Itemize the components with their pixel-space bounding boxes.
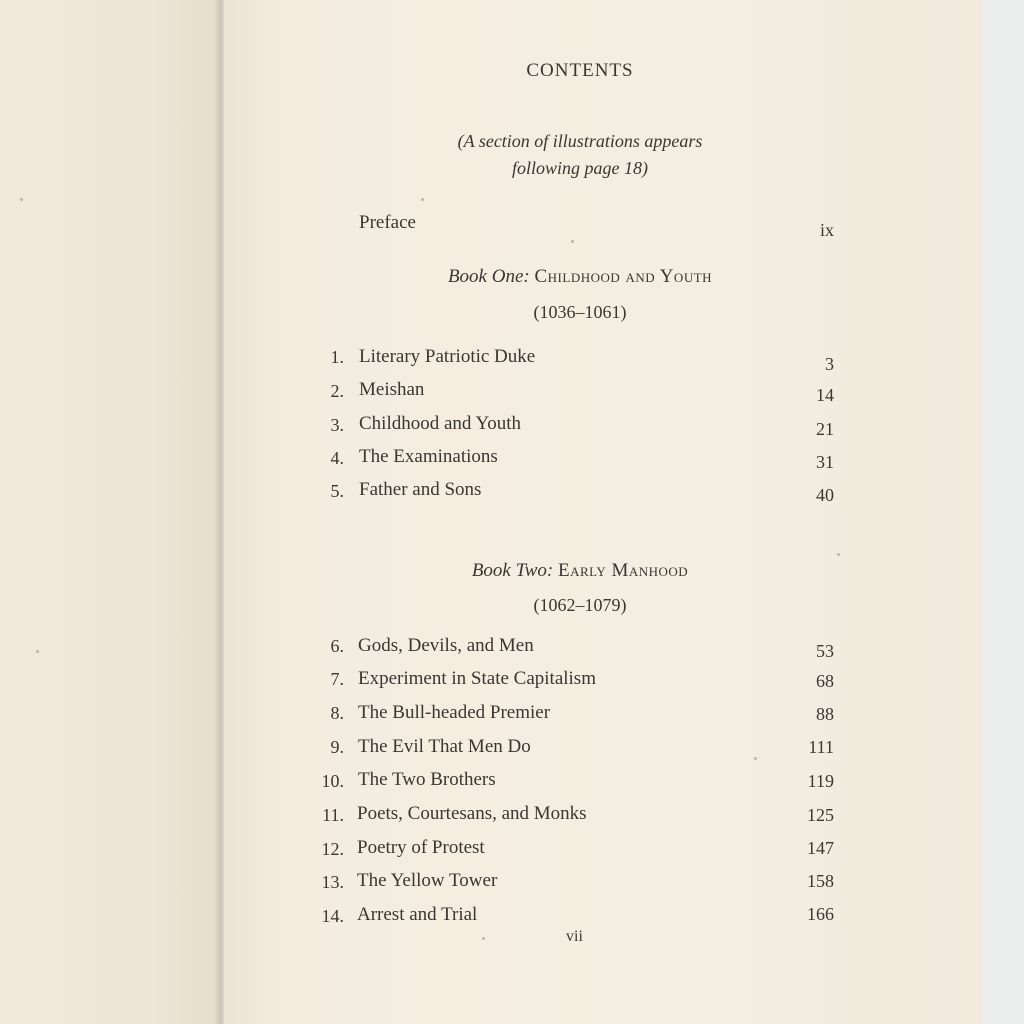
book-one-label: Book One:: [447, 266, 530, 287]
paper-speck: [571, 240, 574, 243]
right-page: [224, 0, 982, 1024]
illustrations-note-line-1: (A section of illustrations appears: [457, 131, 703, 151]
chapter-number: 9.: [330, 737, 344, 757]
book-one-years: (1036–1061): [533, 302, 627, 322]
paper-speck: [482, 937, 485, 940]
chapter-number: 4.: [330, 448, 344, 468]
paper-speck: [36, 650, 39, 653]
chapter-title: Arrest and Trial: [357, 904, 478, 925]
page-folio: vii: [566, 928, 583, 945]
chapter-page: 125: [807, 805, 834, 825]
chapter-number: 8.: [330, 703, 344, 723]
chapter-number: 6.: [330, 636, 344, 656]
book-one-heading: [0, 266, 1024, 288]
paper-speck: [20, 198, 23, 201]
left-page: [0, 0, 222, 1024]
chapter-page: 40: [816, 485, 834, 505]
contents-title: CONTENTS: [526, 60, 634, 81]
chapter-page: 111: [808, 737, 834, 757]
illustrations-note-line-2: following page 18): [512, 158, 648, 178]
chapter-number: 10.: [321, 771, 344, 791]
chapter-title: Childhood and Youth: [359, 413, 522, 434]
chapter-number: 7.: [330, 669, 344, 689]
chapter-number: 12.: [321, 839, 344, 859]
chapter-title: Poetry of Protest: [357, 837, 485, 858]
chapter-page: 53: [816, 641, 834, 661]
chapter-number: 5.: [330, 481, 344, 501]
book-one-name: Childhood and Youth: [534, 266, 713, 287]
chapter-page: 68: [816, 671, 834, 691]
chapter-page: 3: [825, 354, 834, 374]
chapter-number: 2.: [330, 381, 344, 401]
chapter-page: 158: [807, 871, 834, 891]
preface-page: ix: [819, 220, 834, 240]
chapter-title: The Two Brothers: [358, 769, 496, 790]
paper-speck: [754, 757, 757, 760]
chapter-title: Experiment in State Capitalism: [358, 668, 596, 689]
chapter-page: 147: [807, 838, 834, 858]
preface-label: Preface: [359, 212, 416, 233]
chapter-number: 11.: [322, 805, 344, 825]
chapter-title: The Examinations: [359, 446, 498, 467]
chapter-page: 21: [816, 419, 834, 439]
chapter-number: 3.: [330, 415, 344, 435]
paper-speck: [837, 553, 840, 556]
backdrop: [982, 0, 1024, 1024]
book-two-years: (1062–1079): [533, 595, 627, 615]
book-two-name: Early Manhood: [558, 560, 689, 581]
chapter-title: Literary Patriotic Duke: [359, 346, 536, 367]
paper-speck: [421, 198, 424, 201]
chapter-title: Gods, Devils, and Men: [358, 635, 534, 656]
chapter-page: 119: [807, 771, 834, 791]
chapter-number: 13.: [321, 872, 344, 892]
chapter-number: 1.: [330, 347, 344, 367]
chapter-page: 14: [816, 385, 834, 405]
chapter-page: 31: [816, 452, 834, 472]
chapter-title: The Evil That Men Do: [358, 736, 531, 757]
chapter-number: 14.: [321, 906, 344, 926]
chapter-title: The Yellow Tower: [357, 870, 498, 891]
chapter-title: Poets, Courtesans, and Monks: [357, 803, 587, 824]
chapter-title: Meishan: [359, 379, 425, 400]
chapter-title: The Bull-headed Premier: [358, 702, 551, 723]
chapter-page: 88: [816, 704, 834, 724]
book-two-heading: [0, 560, 1024, 582]
book-two-label: Book Two:: [471, 560, 554, 581]
chapter-page: 166: [807, 904, 834, 924]
chapter-title: Father and Sons: [359, 479, 482, 500]
